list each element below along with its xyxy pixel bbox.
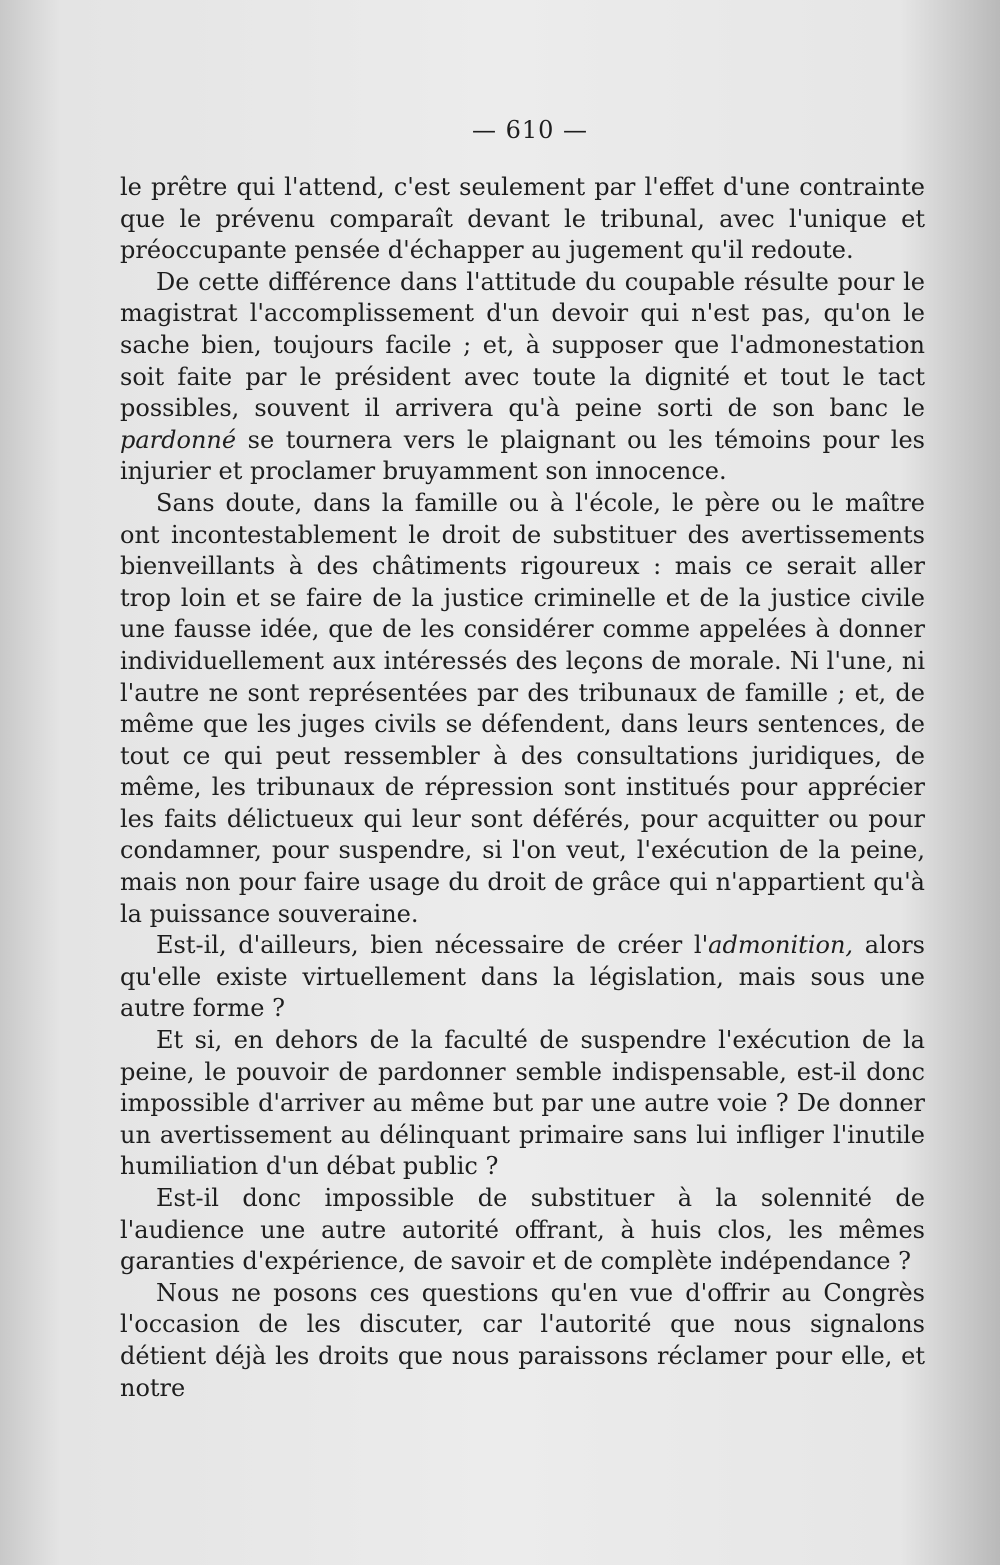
paragraph-3-text: Sans doute, dans la famille ou à l'école, le père ou le maître ont incontestablement le droit de substituer des avertissements bienveillants à des châtiments rigoureux : mais ce serait aller trop loin et se faire de la justice criminelle et de la justice civile une fausse idée, que de les considérer comme appelées à donner individuellement aux intéressés des leçons de morale. Ni l'une, ni l'autre ne sont représentées par des tribunaux de famille ; et, de même que les juges civils se défendent, dans leurs sentences, de tout ce qui peut ressembler à des consultations juridiques, de même, les tribunaux de répression sont institués pour apprécier les faits délictueux qui leur sont déférés, pour acquitter ou pour condamner, pour suspendre, si l'on veut, l'exécution de la peine, mais non pour faire usage du droit de grâce qui n'appartient qu'à la puissance souveraine. [120, 488, 925, 928]
paragraph-4-text-a: Est-il, d'ailleurs, bien nécessaire de créer l' [156, 931, 709, 960]
paragraph-3 [120, 488, 925, 930]
page-number: — 610 — [471, 116, 589, 144]
italic-word-admonition: admonition, [708, 931, 854, 960]
paragraph-2 [120, 267, 925, 488]
body-text [120, 172, 925, 1404]
paragraph-2-text-b: se tournera vers le plaignant ou les témoins pour les injurier et proclamer bruyamment son innocence. [120, 425, 925, 486]
italic-word-pardonne: pardonné [120, 425, 237, 454]
paragraph-6-text: Est-il donc impossible de substituer à la solennité de l'audience une autre autorité offrant, à huis clos, les mêmes garanties d'expérience, de savoir et de complète indépendance ? [120, 1184, 925, 1276]
paragraph-2-text-a: De cette différence dans l'attitude du coupable résulte pour le magistrat l'accomplissement d'un devoir qui n'est pas, qu'on le sache bien, toujours facile ; et, à supposer que l'admonestation soit faite par le président avec toute la dignité et tout le tact possibles, souvent il arrivera qu'à peine sorti de son banc le [120, 267, 925, 423]
paragraph-4 [120, 930, 925, 1025]
paragraph-6 [120, 1183, 925, 1278]
paragraph-4-text-b: alors qu'elle existe virtuellement dans la législation, mais sous une autre forme ? [120, 931, 925, 1023]
paragraph-5 [120, 1025, 925, 1183]
paragraph-1-text: le prêtre qui l'attend, c'est seulement par l'effet d'une contrainte que le prévenu comparaît devant le tribunal, avec l'unique et préoccupante pensée d'échapper au jugement qu'il redoute. [120, 173, 925, 265]
paragraph-5-text: Et si, en dehors de la faculté de suspendre l'exécution de la peine, le pouvoir de pardonner semble indispensable, est-il donc impossible d'arriver au même but par une autre voie ? De donner un avertissement au délinquant primaire sans lui infliger l'inutile humiliation d'un débat public ? [120, 1026, 925, 1181]
paragraph-7-text: Nous ne posons ces questions qu'en vue d'offrir au Congrès l'occasion de les discuter, car l'autorité que nous signalons détient déjà les droits que nous paraissons réclamer pour elle, et notre [120, 1278, 925, 1402]
paragraph-1 [120, 172, 925, 267]
paragraph-7 [120, 1278, 925, 1404]
